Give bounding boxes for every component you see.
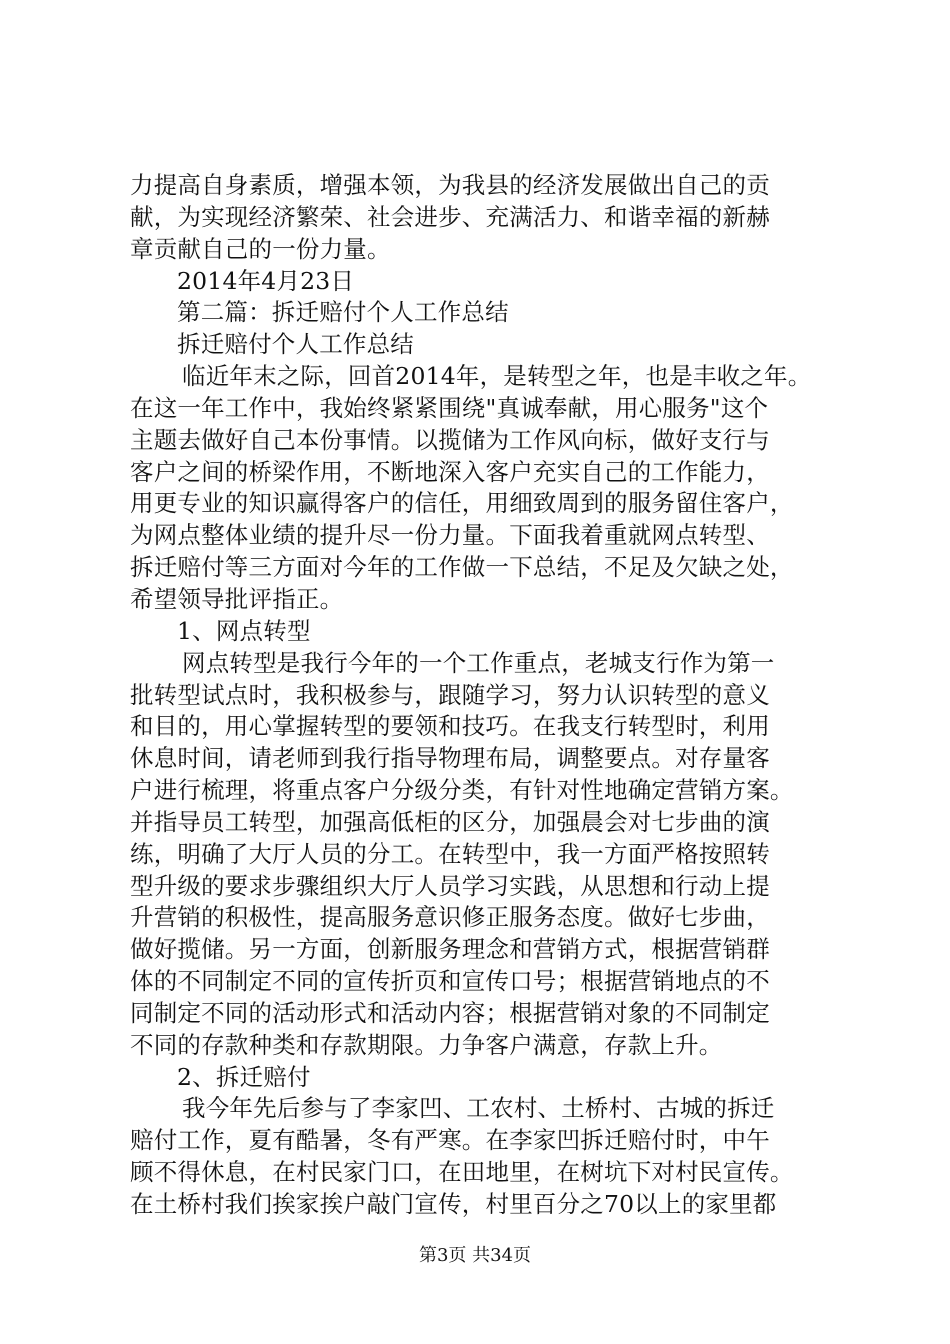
text-line: 在土桥村我们挨家挨户敲门宣传，村里百分之70以上的家里都 — [130, 1190, 777, 1218]
text-line: 2014年4月23日 — [177, 266, 355, 295]
text-line: 2、拆迁赔付 — [177, 1062, 311, 1091]
text-line: 客户之间的桥梁作用，不断地深入客户充实自己的工作能力， — [130, 457, 770, 486]
text-line: 第二篇：拆迁赔付个人工作总结 — [177, 298, 509, 327]
text-line: 章贡献自己的一份力量。 — [130, 234, 391, 263]
text-line: 型升级的要求步骤组织大厅人员学习实践，从思想和行动上提 — [130, 871, 770, 900]
text-line: 主题去做好自己本份事情。以揽储为工作风向标，做好支行与 — [130, 425, 770, 454]
text-line: 批转型试点时，我积极参与，跟随学习，努力认识转型的意义 — [130, 680, 770, 709]
text-line: 休息时间，请老师到我行指导物理布局，调整要点。对存量客 — [130, 744, 770, 773]
text-line: 户进行梳理，将重点客户分级分类，有针对性地确定营销方案。 — [130, 776, 794, 805]
text-line: 升营销的积极性，提高服务意识修正服务态度。做好七步曲， — [130, 903, 770, 932]
text-line: 做好揽储。另一方面，创新服务理念和营销方式，根据营销群 — [130, 935, 770, 964]
text-line: 和目的，用心掌握转型的要领和技巧。在我支行转型时，利用 — [130, 712, 770, 741]
text-line: 赔付工作，夏有酷暑，冬有严寒。在李家凹拆迁赔付时，中午 — [130, 1126, 770, 1155]
text-line: 不同的存款种类和存款期限。力争客户满意，存款上升。 — [130, 1030, 723, 1059]
page-footer: 第3页 共34页 — [418, 1245, 532, 1266]
text-line: 拆迁赔付等三方面对今年的工作做一下总结，不足及欠缺之处， — [130, 553, 794, 582]
text-line: 用更专业的知识赢得客户的信任，用细致周到的服务留住客户， — [130, 489, 794, 518]
document-body — [130, 170, 850, 1221]
text-line: 我今年先后参与了李家凹、工农村、土桥村、古城的拆迁 — [182, 1094, 775, 1123]
text-line: 拆迁赔付个人工作总结 — [177, 330, 414, 359]
text-line: 体的不同制定不同的宣传折页和宣传口号；根据营销地点的不 — [130, 967, 770, 996]
text-line: 并指导员工转型，加强高低柜的区分，加强晨会对七步曲的演 — [130, 807, 770, 836]
text-line: 练，明确了大厅人员的分工。在转型中，我一方面严格按照转 — [130, 839, 770, 868]
text-line: 临近年末之际，回首2014年，是转型之年，也是丰收之年。 — [182, 362, 812, 391]
text-line: 希望领导批评指正。 — [130, 584, 344, 613]
text-line: 1、网点转型 — [177, 616, 311, 645]
text-line: 献，为实现经济繁荣、社会进步、充满活力、和谐幸福的新赫 — [130, 202, 770, 231]
text-line: 网点转型是我行今年的一个工作重点，老城支行作为第一 — [182, 648, 775, 677]
text-line: 顾不得休息，在村民家门口，在田地里，在树坑下对村民宣传。 — [130, 1158, 794, 1187]
text-line: 同制定不同的活动形式和活动内容；根据营销对象的不同制定 — [130, 998, 770, 1027]
text-line: 在这一年工作中，我始终紧紧围绕"真诚奉献，用心服务"这个 — [130, 393, 769, 422]
text-line: 力提高自身素质，增强本领，为我县的经济发展做出自己的贡 — [130, 171, 770, 199]
text-line: 为网点整体业绩的提升尽一份力量。下面我着重就网点转型、 — [130, 521, 770, 550]
